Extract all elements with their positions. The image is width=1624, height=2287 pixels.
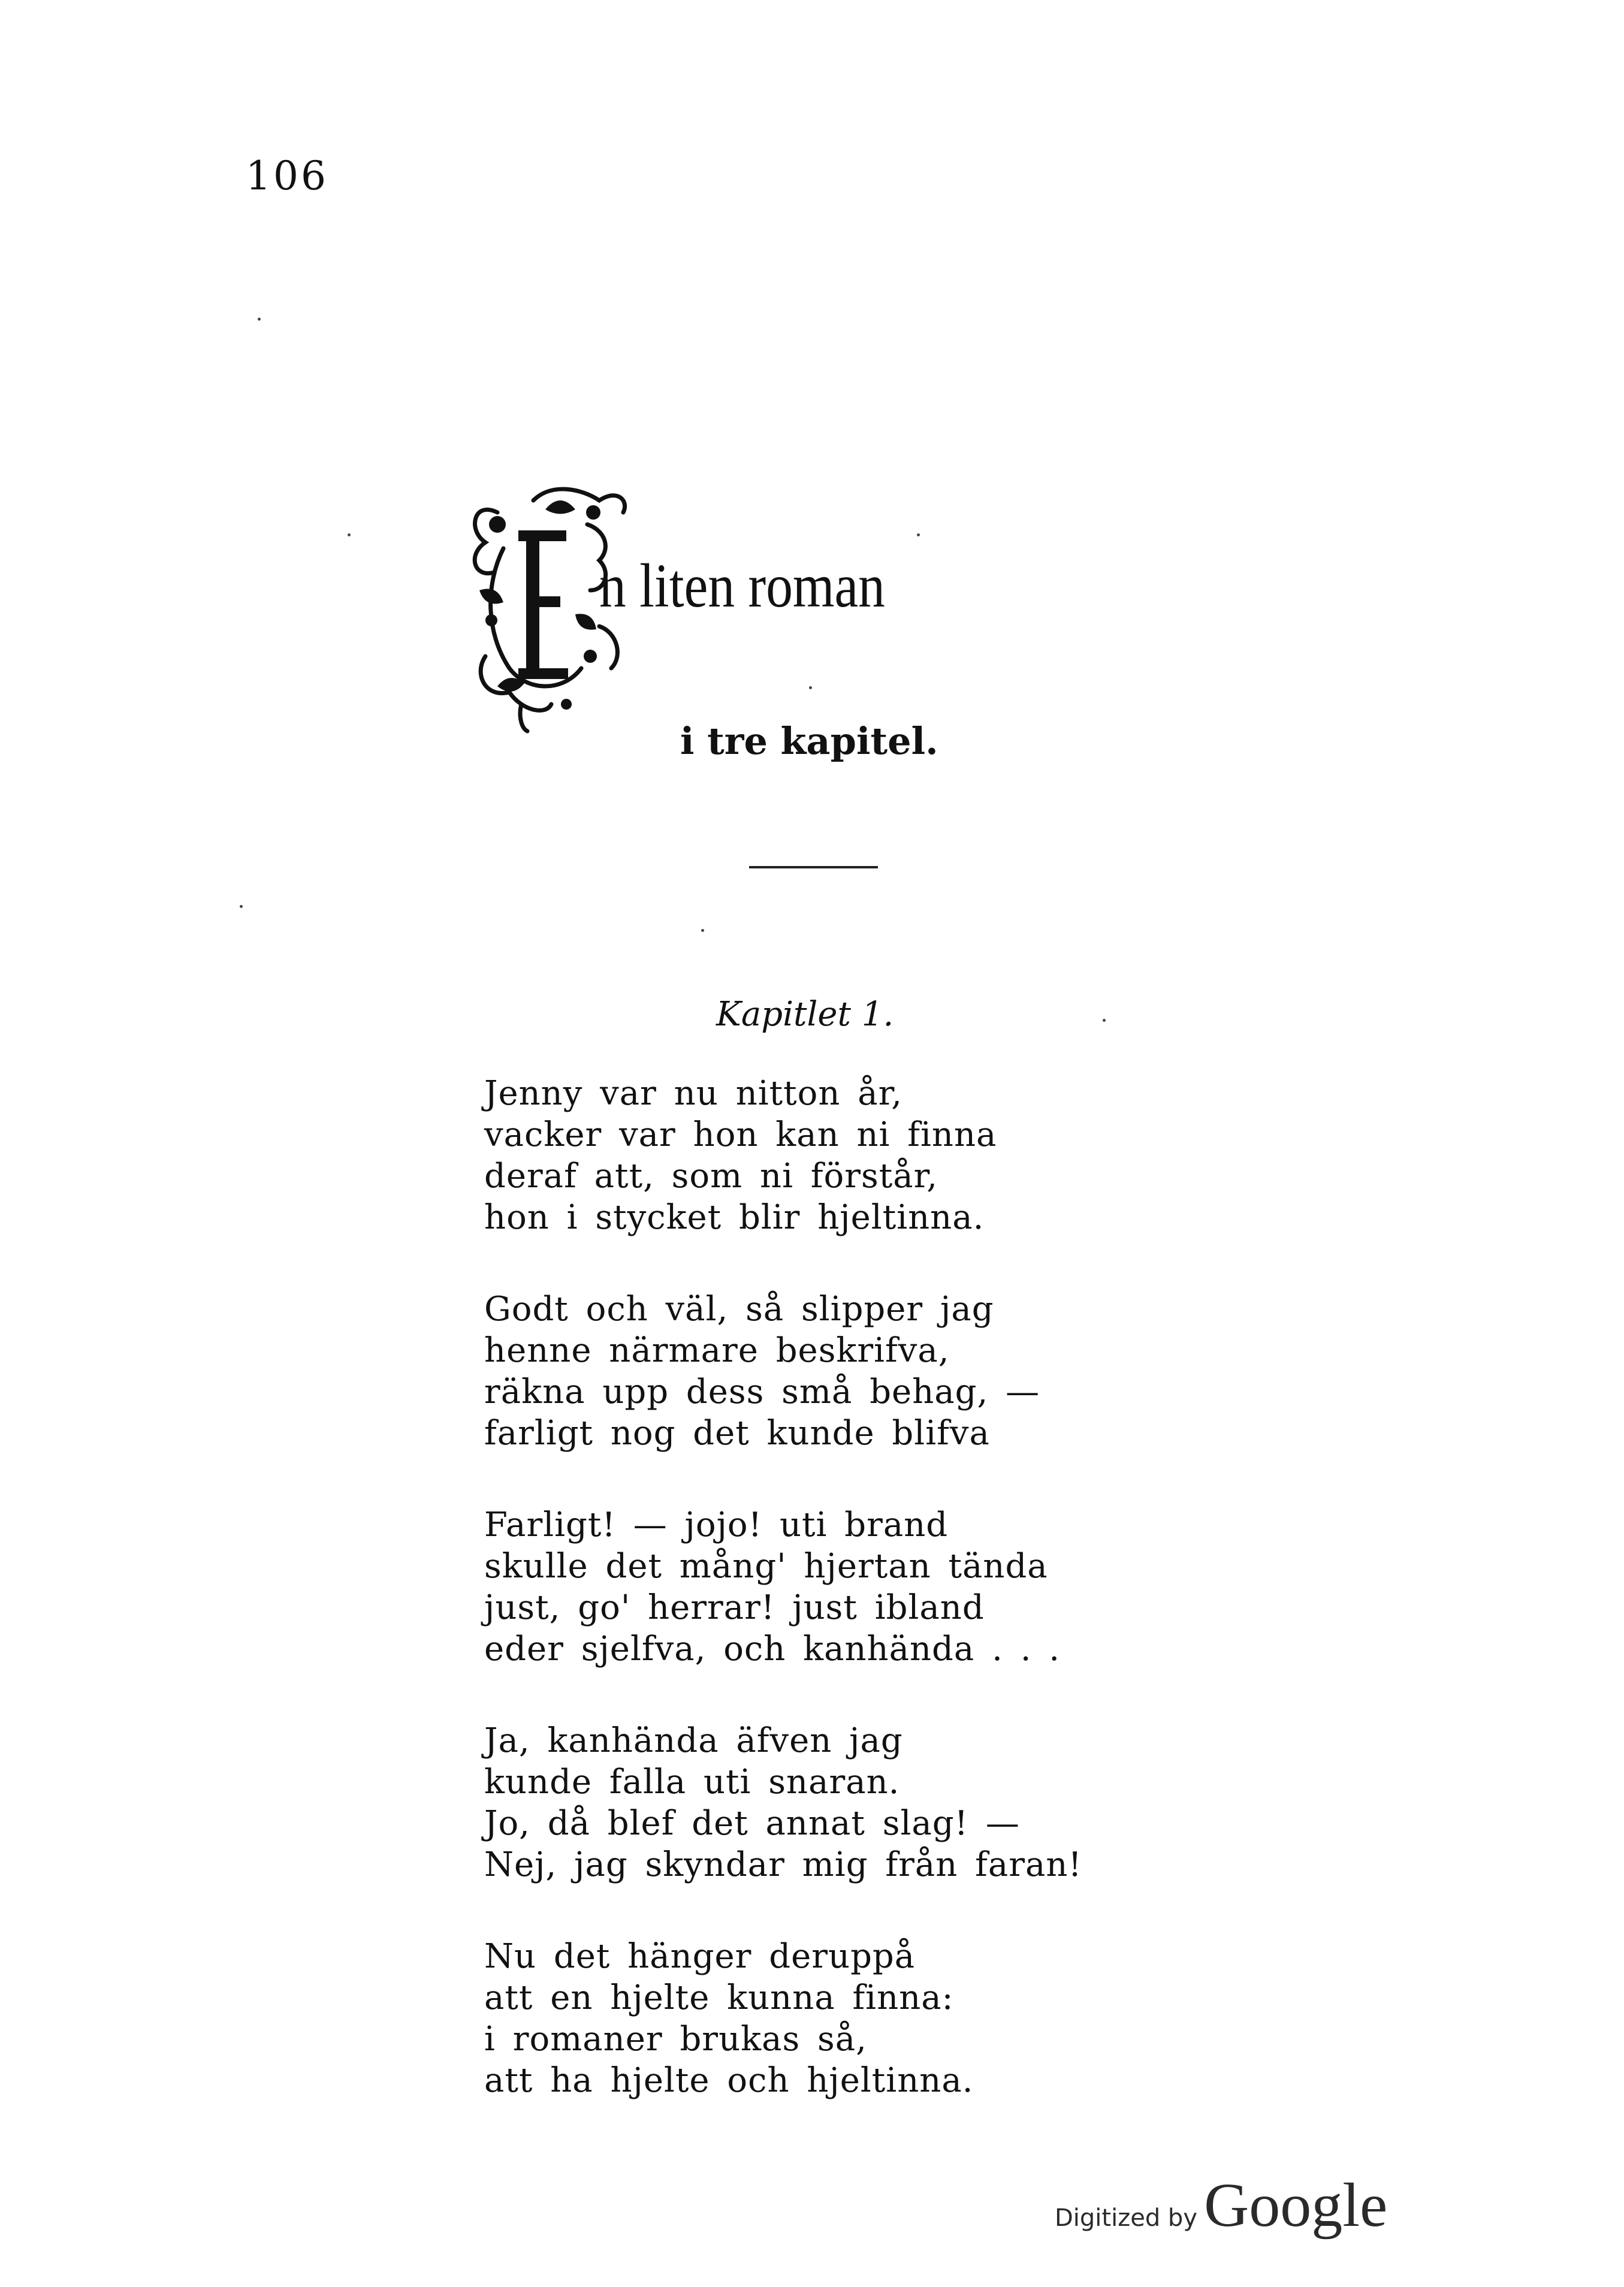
scan-speck	[1103, 1019, 1106, 1022]
verse-line: Nej, jag skyndar mig från faran!	[484, 1845, 1082, 1884]
verse-line: deraf att, som ni förstår,	[484, 1157, 938, 1196]
poem-body	[484, 1073, 1143, 2152]
verse-line: henne närmare beskrifva,	[484, 1331, 950, 1370]
verse-line: Jo, då blef det annat slag! —	[484, 1804, 1020, 1843]
scan-speck	[240, 905, 243, 908]
stanza	[484, 1289, 1143, 1454]
verse-line: Ja, kanhända äfven jag	[484, 1721, 903, 1760]
verse-line: Farligt! — jojo! uti brand	[484, 1505, 949, 1544]
verse-line: vacker var hon kan ni finna	[484, 1115, 997, 1154]
verse-line: Godt och väl, så slipper jag	[484, 1290, 994, 1329]
scan-speck	[258, 318, 261, 321]
verse-line: kunde falla uti snaran.	[484, 1763, 900, 1802]
verse-line: Jenny var nu nitton år,	[484, 1074, 903, 1113]
scan-speck	[348, 533, 351, 536]
page-title: n liten roman	[599, 551, 885, 620]
verse-line: Nu det hänger deruppå	[484, 1937, 916, 1976]
verse-line: att en hjelte kunna finna:	[484, 1978, 954, 2017]
scan-speck	[809, 686, 812, 689]
stanza	[484, 1504, 1143, 1670]
watermark-prefix: Digitized by	[1055, 2204, 1197, 2232]
verse-line: att ha hjelte och hjeltinna.	[484, 2061, 974, 2100]
stanza	[484, 1073, 1143, 1238]
page-number: 106	[246, 153, 328, 199]
verse-line: farligt nog det kunde blifva	[484, 1414, 990, 1453]
divider-rule	[749, 866, 878, 868]
verse-line: hon i stycket blir hjeltinna.	[484, 1198, 985, 1237]
scan-speck	[701, 929, 704, 932]
verse-line: skulle det mång' hjertan tända	[484, 1547, 1048, 1586]
stanza	[484, 1720, 1143, 1885]
verse-line: eder sjelfva, och kanhända . . .	[484, 1630, 1061, 1669]
google-logo: Google	[1204, 2171, 1388, 2240]
scan-speck	[917, 533, 920, 536]
verse-line: just, go' herrar! just ibland	[484, 1588, 985, 1627]
digitized-watermark	[1055, 2170, 1387, 2241]
verse-line: räkna upp dess små behag, —	[484, 1372, 1040, 1411]
chapter-heading: Kapitlet 1.	[716, 995, 894, 1034]
subtitle: i tre kapitel.	[680, 719, 938, 763]
verse-line: i romaner brukas så,	[484, 2020, 867, 2059]
stanza	[484, 1936, 1143, 2101]
